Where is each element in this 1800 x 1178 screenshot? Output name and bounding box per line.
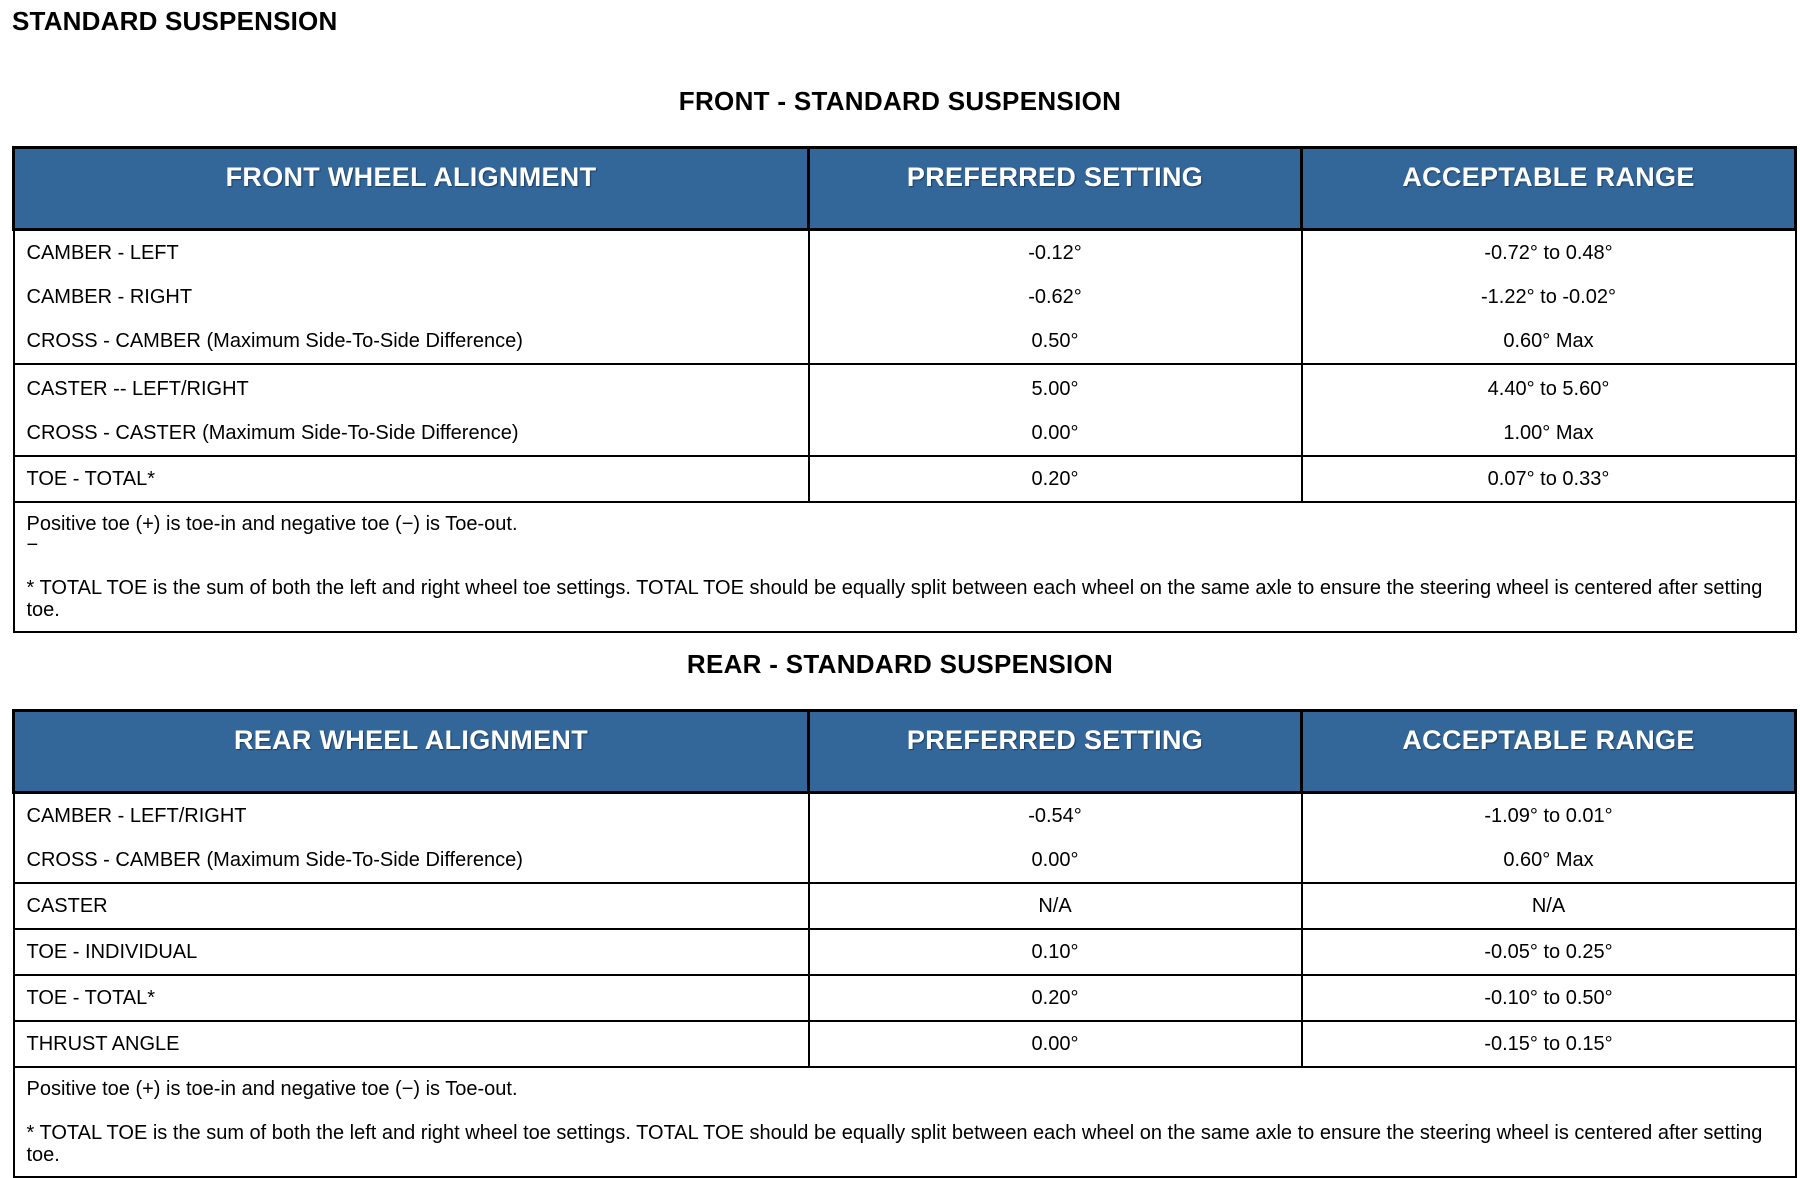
column-header-preferred: PREFERRED SETTING <box>809 148 1302 230</box>
row-label: TOE - INDIVIDUAL <box>14 929 809 975</box>
table-row <box>14 793 1796 839</box>
preferred-value: 0.20° <box>809 456 1302 502</box>
notes-cell <box>14 502 1796 632</box>
preferred-value: -0.62° <box>809 275 1302 319</box>
toe-sign-note: Positive toe (+) is toe-in and negative toe (−) is Toe-out. <box>26 513 518 535</box>
table-row <box>14 838 1796 883</box>
total-toe-note: * TOTAL TOE is the sum of both the left and right wheel toe settings. TOTAL TOE should be equally split between each wheel on the same axle to ensure the steering wheel is centered after setting toe. <box>26 577 1763 621</box>
row-label: THRUST ANGLE <box>14 1021 809 1067</box>
range-value: -0.05° to 0.25° <box>1302 929 1796 975</box>
range-value: N/A <box>1302 883 1796 929</box>
column-header-range: ACCEPTABLE RANGE <box>1302 148 1796 230</box>
range-value: -0.72° to 0.48° <box>1302 230 1796 276</box>
note-dash: − <box>26 534 39 556</box>
table-row <box>14 883 1796 929</box>
range-value: 1.00° Max <box>1302 411 1796 456</box>
table-row <box>14 929 1796 975</box>
page-title: STANDARD SUSPENSION <box>12 6 338 36</box>
preferred-value: 0.00° <box>809 838 1302 883</box>
preferred-value: N/A <box>809 883 1302 929</box>
front-section-title: FRONT - STANDARD SUSPENSION <box>678 86 1122 116</box>
preferred-value: 0.10° <box>809 929 1302 975</box>
row-label: CAMBER - LEFT <box>14 230 809 276</box>
table-row <box>14 364 1796 411</box>
column-header-alignment: FRONT WHEEL ALIGNMENT <box>14 148 809 230</box>
row-label: TOE - TOTAL* <box>14 456 809 502</box>
range-value: 0.60° Max <box>1302 838 1796 883</box>
preferred-value: 0.00° <box>809 411 1302 456</box>
row-label: CASTER -- LEFT/RIGHT <box>14 364 809 411</box>
range-value: -1.09° to 0.01° <box>1302 793 1796 839</box>
row-label: CAMBER - RIGHT <box>14 275 809 319</box>
notes-row <box>14 502 1796 632</box>
range-value: 4.40° to 5.60° <box>1302 364 1796 411</box>
toe-sign-note: Positive toe (+) is toe-in and negative toe (−) is Toe-out. <box>26 1078 518 1100</box>
row-label: CASTER <box>14 883 809 929</box>
table-row <box>14 975 1796 1021</box>
table-header-row <box>14 711 1796 793</box>
range-value: 0.60° Max <box>1302 319 1796 364</box>
range-value: -1.22° to -0.02° <box>1302 275 1796 319</box>
table-row <box>14 275 1796 319</box>
table-row <box>14 1021 1796 1067</box>
preferred-value: -0.54° <box>809 793 1302 839</box>
range-value: -0.10° to 0.50° <box>1302 975 1796 1021</box>
preferred-value: 0.20° <box>809 975 1302 1021</box>
preferred-value: -0.12° <box>809 230 1302 276</box>
total-toe-note: * TOTAL TOE is the sum of both the left and right wheel toe settings. TOTAL TOE should be equally split between each wheel on the same axle to ensure the steering wheel is centered after setting toe. <box>26 1122 1763 1166</box>
table-header-row <box>14 148 1796 230</box>
column-header-alignment: REAR WHEEL ALIGNMENT <box>14 711 809 793</box>
row-label: TOE - TOTAL* <box>14 975 809 1021</box>
rear-alignment-table <box>12 709 1797 1178</box>
row-label: CROSS - CAMBER (Maximum Side-To-Side Difference) <box>14 838 809 883</box>
column-header-preferred: PREFERRED SETTING <box>809 711 1302 793</box>
table-row <box>14 319 1796 364</box>
row-label: CROSS - CASTER (Maximum Side-To-Side Difference) <box>14 411 809 456</box>
front-alignment-table <box>12 146 1797 633</box>
rear-section-title: REAR - STANDARD SUSPENSION <box>686 649 1114 679</box>
range-value: 0.07° to 0.33° <box>1302 456 1796 502</box>
row-label: CROSS - CAMBER (Maximum Side-To-Side Difference) <box>14 319 809 364</box>
range-value: -0.15° to 0.15° <box>1302 1021 1796 1067</box>
row-label: CAMBER - LEFT/RIGHT <box>14 793 809 839</box>
table-row <box>14 456 1796 502</box>
preferred-value: 5.00° <box>809 364 1302 411</box>
preferred-value: 0.00° <box>809 1021 1302 1067</box>
preferred-value: 0.50° <box>809 319 1302 364</box>
notes-cell <box>14 1067 1796 1177</box>
notes-row <box>14 1067 1796 1177</box>
table-row <box>14 411 1796 456</box>
column-header-range: ACCEPTABLE RANGE <box>1302 711 1796 793</box>
table-row <box>14 230 1796 276</box>
